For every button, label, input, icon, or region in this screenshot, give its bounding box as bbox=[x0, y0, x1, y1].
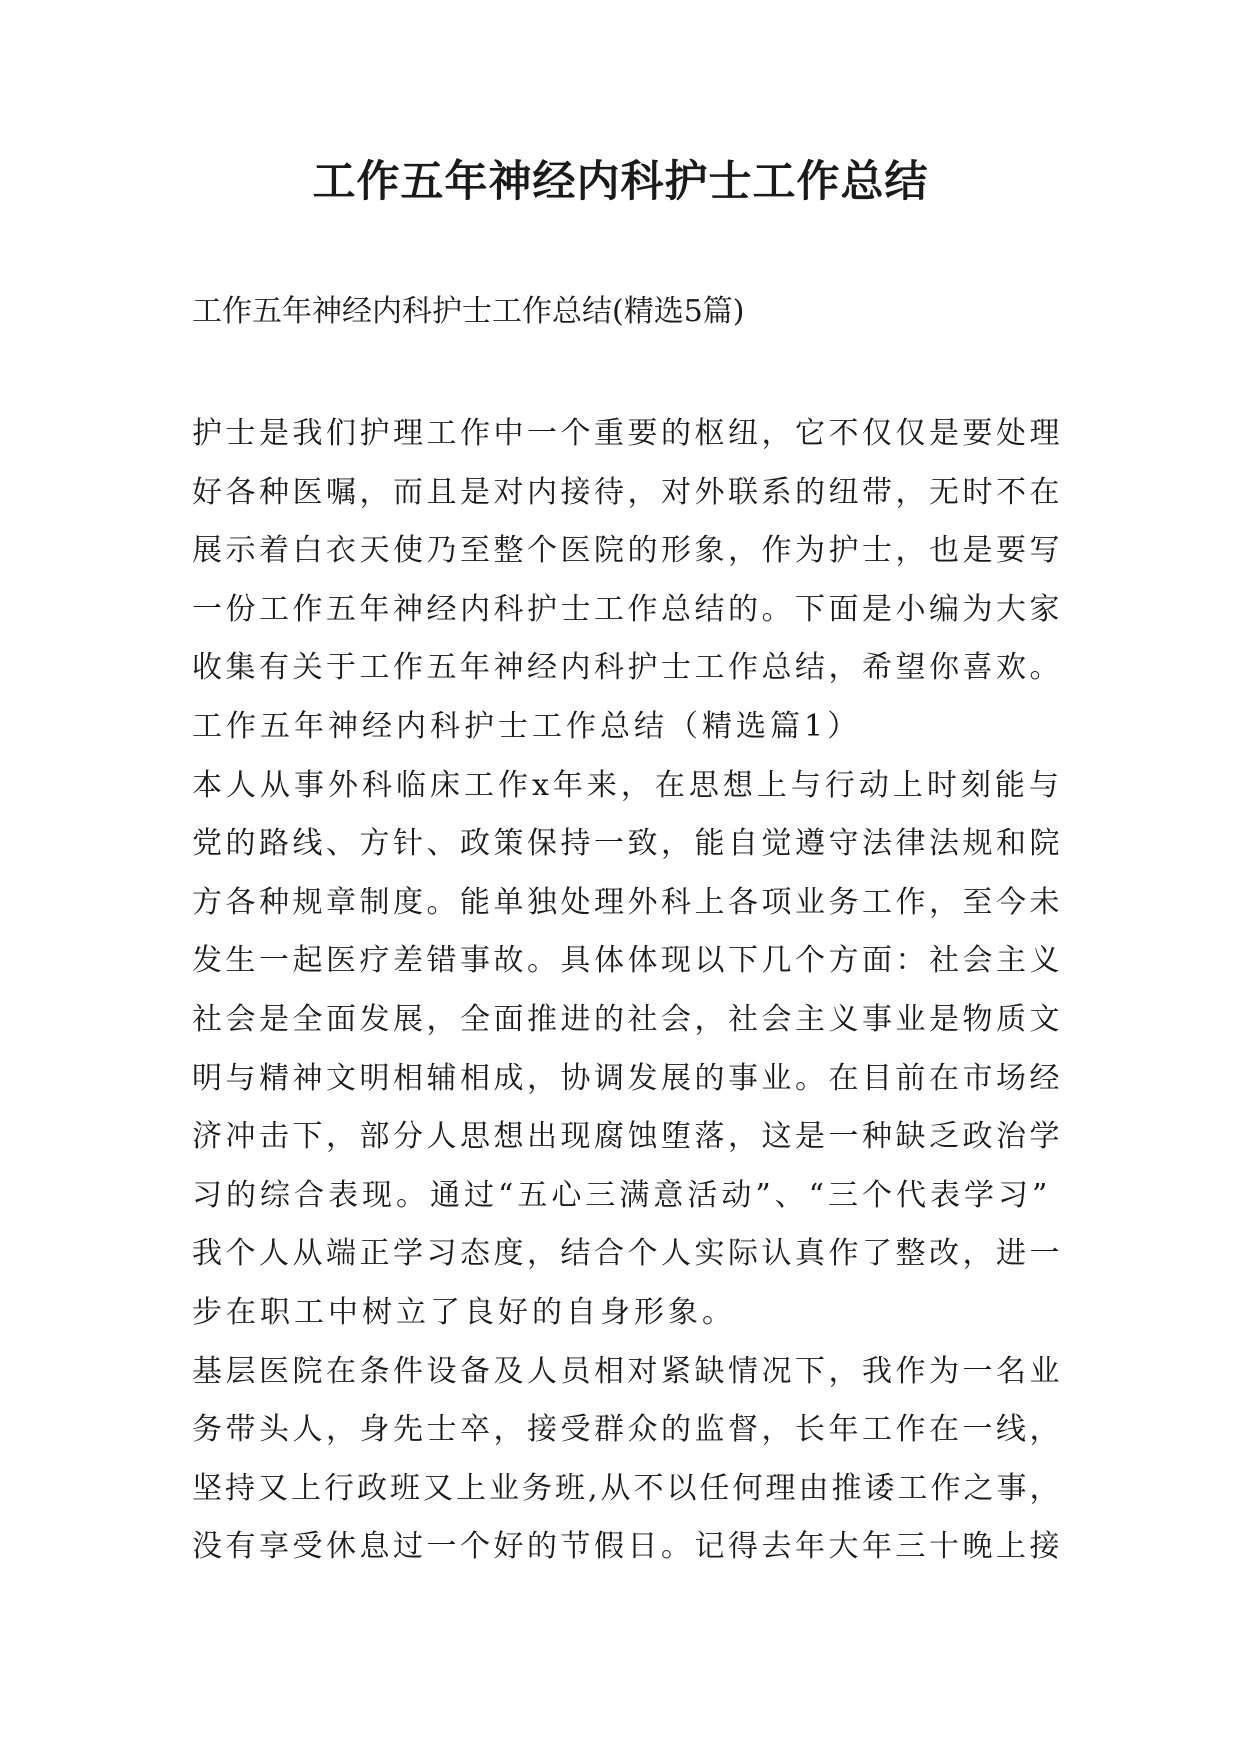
page-subtitle: 工作五年神经内科护士工作总结(精选5篇) bbox=[192, 294, 745, 329]
section-heading: 工作五年神经内科护士工作总结（精选篇1） bbox=[192, 708, 862, 744]
body-line: 坚持又上行政班又上业务班,从不以任何理由推诿工作之事， bbox=[192, 1470, 1063, 1506]
body-line: 党的路线、方针、政策保持一致，能自觉遵守法律法规和院 bbox=[192, 826, 1063, 862]
body-text bbox=[192, 405, 1072, 1577]
body-line: 方各种规章制度。能单独处理外科上各项业务工作，至今未 bbox=[192, 884, 1063, 920]
body-line: 没有享受休息过一个好的节假日。记得去年大年三十晚上接 bbox=[192, 1529, 1063, 1565]
body-line: 济冲击下，部分人思想出现腐蚀堕落，这是一种缺乏政治学 bbox=[192, 1119, 1063, 1155]
body-line: 我个人从端正学习态度，结合个人实际认真作了整改，进一 bbox=[192, 1236, 1063, 1272]
body-line: 基层医院在条件设备及人员相对紧缺情况下，我作为一名业 bbox=[192, 1353, 1063, 1389]
body-line: 收集有关于工作五年神经内科护士工作总结，希望你喜欢。 bbox=[192, 650, 1063, 686]
body-line: 本人从事外科临床工作x年来，在思想上与行动上时刻能与 bbox=[192, 767, 1063, 803]
body-line: 展示着白衣天使乃至整个医院的形象，作为护士，也是要写 bbox=[192, 533, 1063, 569]
body-line: 习的综合表现。通过“五心三满意活动”、“三个代表学习” bbox=[192, 1177, 1052, 1213]
body-line: 发生一起医疗差错事故。具体体现以下几个方面：社会主义 bbox=[192, 943, 1063, 979]
body-line: 明与精神文明相辅相成，协调发展的事业。在目前在市场经 bbox=[192, 1060, 1063, 1096]
body-line: 好各种医嘱，而且是对内接待，对外联系的纽带，无时不在 bbox=[192, 474, 1063, 510]
body-line: 社会是全面发展，全面推进的社会，社会主义事业是物质文 bbox=[192, 1001, 1063, 1037]
body-line: 步在职工中树立了良好的自身形象。 bbox=[192, 1294, 736, 1330]
page-title: 工作五年神经内科护士工作总结 bbox=[312, 157, 929, 207]
body-line: 一份工作五年神经内科护士工作总结的。下面是小编为大家 bbox=[192, 591, 1063, 627]
body-line: 务带头人，身先士卒，接受群众的监督，长年工作在一线， bbox=[192, 1412, 1063, 1448]
body-line: 护士是我们护理工作中一个重要的枢纽，它不仅仅是要处理 bbox=[192, 416, 1063, 451]
